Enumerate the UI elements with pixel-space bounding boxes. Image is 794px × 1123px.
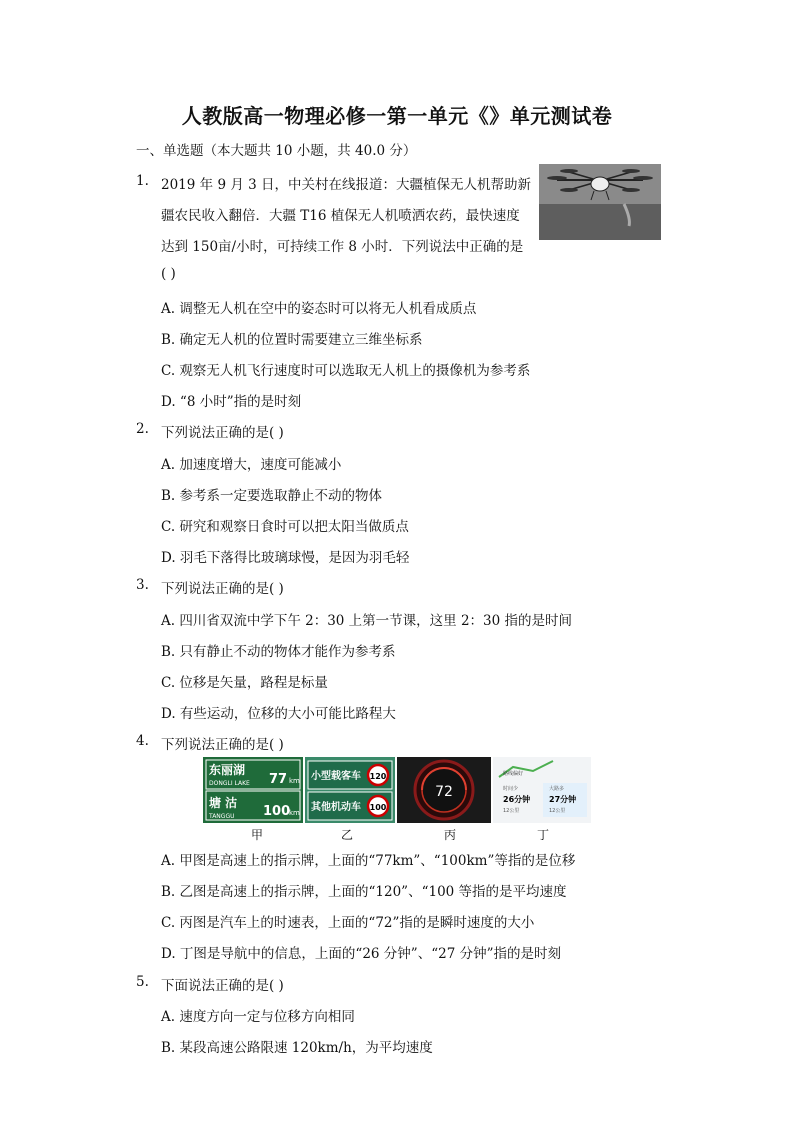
nav-header: 路线偏好: [503, 771, 524, 777]
option-b: B. 确定无人机的位置时需要建立三维坐标系: [161, 332, 423, 348]
drone-photo: [539, 164, 661, 240]
sign-row2-unit: km: [289, 809, 300, 817]
speed-limit-sign: [305, 757, 395, 823]
question-number: 2.: [136, 421, 149, 437]
sign-row2-en: TANGGU: [209, 813, 235, 820]
option-a: A. 甲图是高速上的指示牌，上面的“77km”、“100km”等指的是位移: [161, 853, 576, 869]
sign-row1-name: 东丽湖: [209, 763, 246, 777]
sign-row1-distance: 77: [269, 772, 288, 787]
question-number: 5.: [136, 974, 149, 990]
option-b: B. 只有静止不动的物体才能作为参考系: [161, 644, 396, 660]
option-a: A. 速度方向一定与位移方向相同: [161, 1009, 355, 1025]
road-sign-distance: [203, 757, 303, 823]
option-b: B. 某段高速公路限速 120km/h，为平均速度: [161, 1040, 433, 1056]
navigation-screen: [493, 757, 591, 823]
option-c: C. 研究和观察日食时可以把太阳当做质点: [161, 519, 409, 535]
limit-row1-label: 小型载客车: [311, 771, 361, 782]
nav-col2-label: 大路多: [549, 786, 565, 792]
speedometer-gauge: [397, 757, 491, 823]
question-text-line: ( ): [161, 266, 176, 282]
speed-value: 72: [435, 784, 453, 800]
option-d: D. 羽毛下落得比玻璃球慢，是因为羽毛轻: [161, 550, 410, 566]
question-number: 4.: [136, 733, 149, 749]
question-text-line: 下面说法正确的是( ): [161, 978, 284, 994]
option-a: A. 加速度增大，速度可能减小: [161, 457, 342, 473]
nav-col1-label: 时间少: [503, 786, 519, 792]
option-d: D. 有些运动，位移的大小可能比路程大: [161, 706, 396, 722]
question-number: 3.: [136, 577, 149, 593]
question-text-line: 疆农民收入翻倍．大疆 T16 植保无人机喷洒农药，最快速度: [161, 208, 520, 224]
limit-row2-label: 其他机动车: [311, 802, 361, 813]
option-d: D. 丁图是导航中的信息，上面的“26 分钟”、“27 分钟”指的是时刻: [161, 946, 561, 962]
question-text-line: 下列说法正确的是( ): [161, 425, 284, 441]
drone-icon: [539, 164, 661, 240]
figure-caption-bing: 丙: [444, 828, 457, 842]
sign-row2-distance: 100: [263, 804, 291, 819]
sign-row1-en: DONGLI LAKE: [209, 780, 250, 787]
question-number: 1.: [136, 173, 149, 189]
figure-strip: [203, 757, 591, 823]
nav-col2-distance: 12公里: [549, 808, 566, 814]
nav-col2-time: 27分钟: [549, 795, 577, 804]
limit-row2-value: 100: [369, 803, 387, 812]
figure-caption-jia: 甲: [251, 828, 264, 842]
question-text-line: 达到 150亩/小时，可持续工作 8 小时．下列说法中正确的是: [161, 239, 524, 255]
option-b: B. 参考系一定要选取静止不动的物体: [161, 488, 383, 504]
option-d: D. “8 小时”指的是时刻: [161, 394, 302, 410]
option-c: C. 丙图是汽车上的时速表，上面的“72”指的是瞬时速度的大小: [161, 915, 535, 931]
option-c: C. 位移是矢量，路程是标量: [161, 675, 328, 691]
question-text-line: 下列说法正确的是( ): [161, 581, 284, 597]
page-title: 人教版高一物理必修一第一单元《》单元测试卷: [181, 104, 613, 128]
option-a: A. 四川省双流中学下午 2：30 上第一节课，这里 2：30 指的是时间: [161, 613, 573, 629]
figure-caption-yi: 乙: [341, 828, 354, 842]
nav-col1-time: 26分钟: [503, 795, 531, 804]
sign-row1-unit: km: [289, 777, 300, 785]
section-heading: 一、单选题（本大题共 10 小题，共 40.0 分）: [136, 143, 417, 159]
figure-caption-ding: 丁: [537, 828, 550, 842]
sign-row2-name: 塘 沽: [209, 796, 238, 810]
option-c: C. 观察无人机飞行速度时可以选取无人机上的摄像机为参考系: [161, 363, 531, 379]
nav-col1-distance: 12公里: [503, 808, 520, 814]
option-a: A. 调整无人机在空中的姿态时可以将无人机看成质点: [161, 301, 477, 317]
question-text-line: 下列说法正确的是( ): [161, 737, 284, 753]
option-b: B. 乙图是高速上的指示牌，上面的“120”、“100 等指的是平均速度: [161, 884, 567, 900]
question-text-line: 2019 年 9 月 3 日，中关村在线报道：大疆植保无人机帮助新: [161, 177, 531, 193]
limit-row1-value: 120: [369, 772, 387, 781]
